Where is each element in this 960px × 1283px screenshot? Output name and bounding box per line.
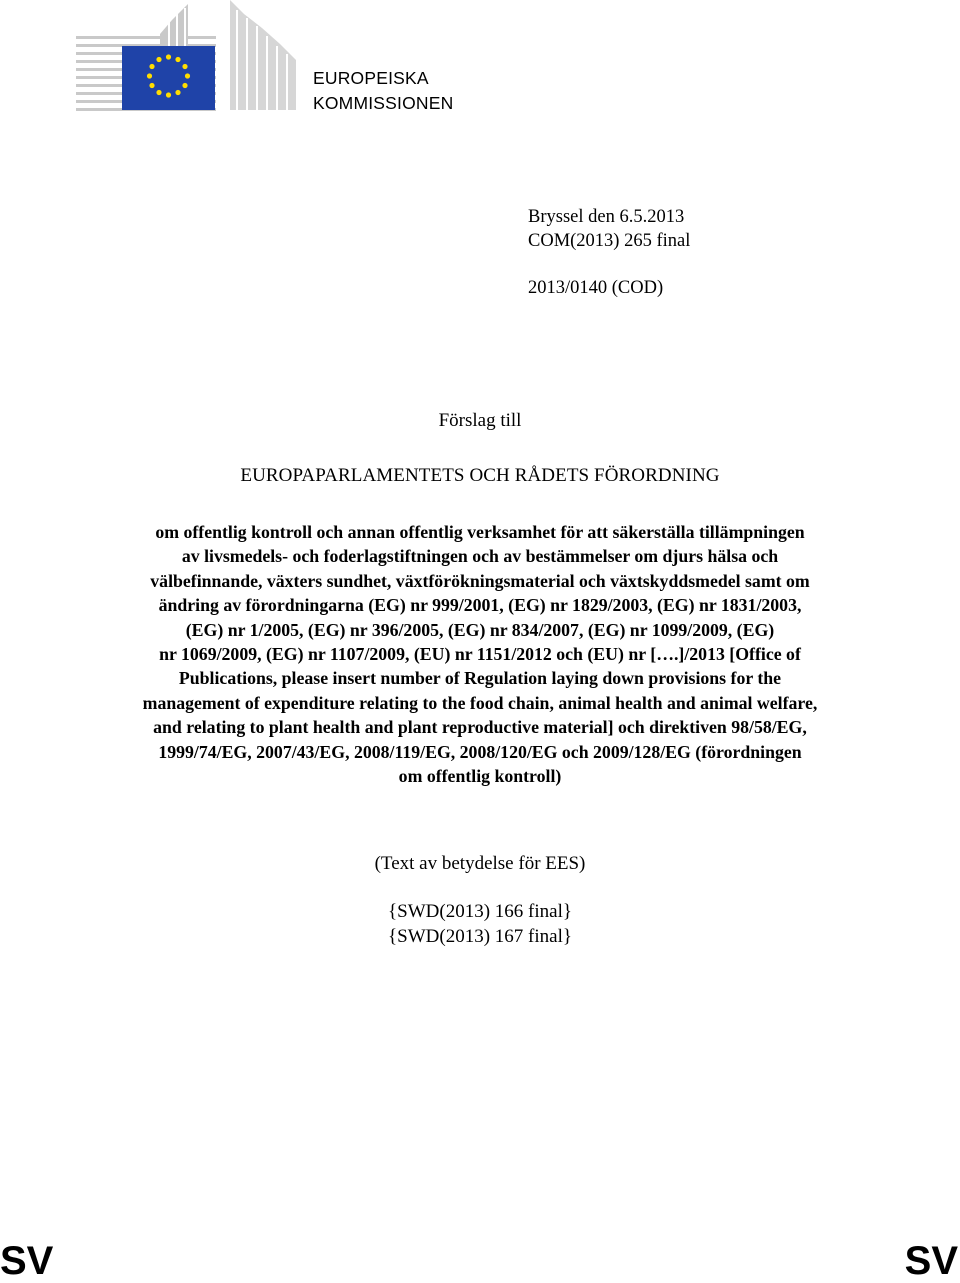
subject-line: management of expenditure relating to the food chain, animal health and animal welfare, (142, 692, 818, 713)
subject-line: om offentlig kontroll) (398, 766, 562, 787)
place-date: Bryssel den 6.5.2013 (528, 207, 685, 227)
subject-line: välbefinnande, växters sundhet, växtförökningsmaterial och växtskyddsmedel samt om (150, 570, 810, 591)
subject-line: nr 1069/2009, (EG) nr 1107/2009, (EU) nr 1151/2012 och (EU) nr [….]/2013 [Office of (159, 644, 801, 665)
building-and-flag-icon (76, 0, 296, 112)
regulation-title: EUROPAPARLAMENTETS OCH RÅDETS FÖRORDNING (240, 465, 720, 486)
swd-reference: {SWD(2013) 166 final} (388, 901, 572, 922)
subject-line: (EG) nr 1/2005, (EG) nr 396/2005, (EG) nr 834/2007, (EG) nr 1099/2009, (EG) (185, 619, 775, 640)
proposal-label: Förslag till (438, 410, 522, 431)
regulation-subject (0, 520, 960, 788)
org-line-1: EUROPEISKA (313, 68, 429, 88)
organization-name (313, 66, 453, 116)
org-line-2: KOMMISSIONEN (313, 93, 454, 113)
subject-line: ändring av förordningarna (EG) nr 999/2001, (EG) nr 1829/2003, (EG) nr 1831/2003, (158, 595, 802, 616)
procedure-number: 2013/0140 (COD) (528, 278, 664, 298)
subject-line: and relating to plant health and plant reproductive material] och direktiven 98/58/EG, (153, 717, 807, 738)
subject-line: av livsmedels- och foderlagstiftningen och av bestämmelser om djurs hälsa och (181, 546, 779, 567)
european-commission-logo (76, 0, 296, 112)
subject-line: Publications, please insert number of Regulation laying down provisions for the (178, 668, 782, 689)
subject-line: 1999/74/EG, 2007/43/EG, 2008/119/EG, 2008/120/EG och 2009/128/EG (förordningen (158, 741, 802, 762)
subject-line: om offentlig kontroll och annan offentlig verksamhet för att säkerställa tillämpningen (155, 522, 805, 542)
swd-references (0, 899, 960, 949)
swd-reference: {SWD(2013) 167 final} (388, 926, 572, 947)
language-code-right: SV (904, 1239, 958, 1283)
document-reference: COM(2013) 265 final (528, 231, 691, 251)
language-code-left: SV (0, 1239, 54, 1283)
ees-relevance-note: (Text av betydelse för EES) (374, 853, 586, 874)
